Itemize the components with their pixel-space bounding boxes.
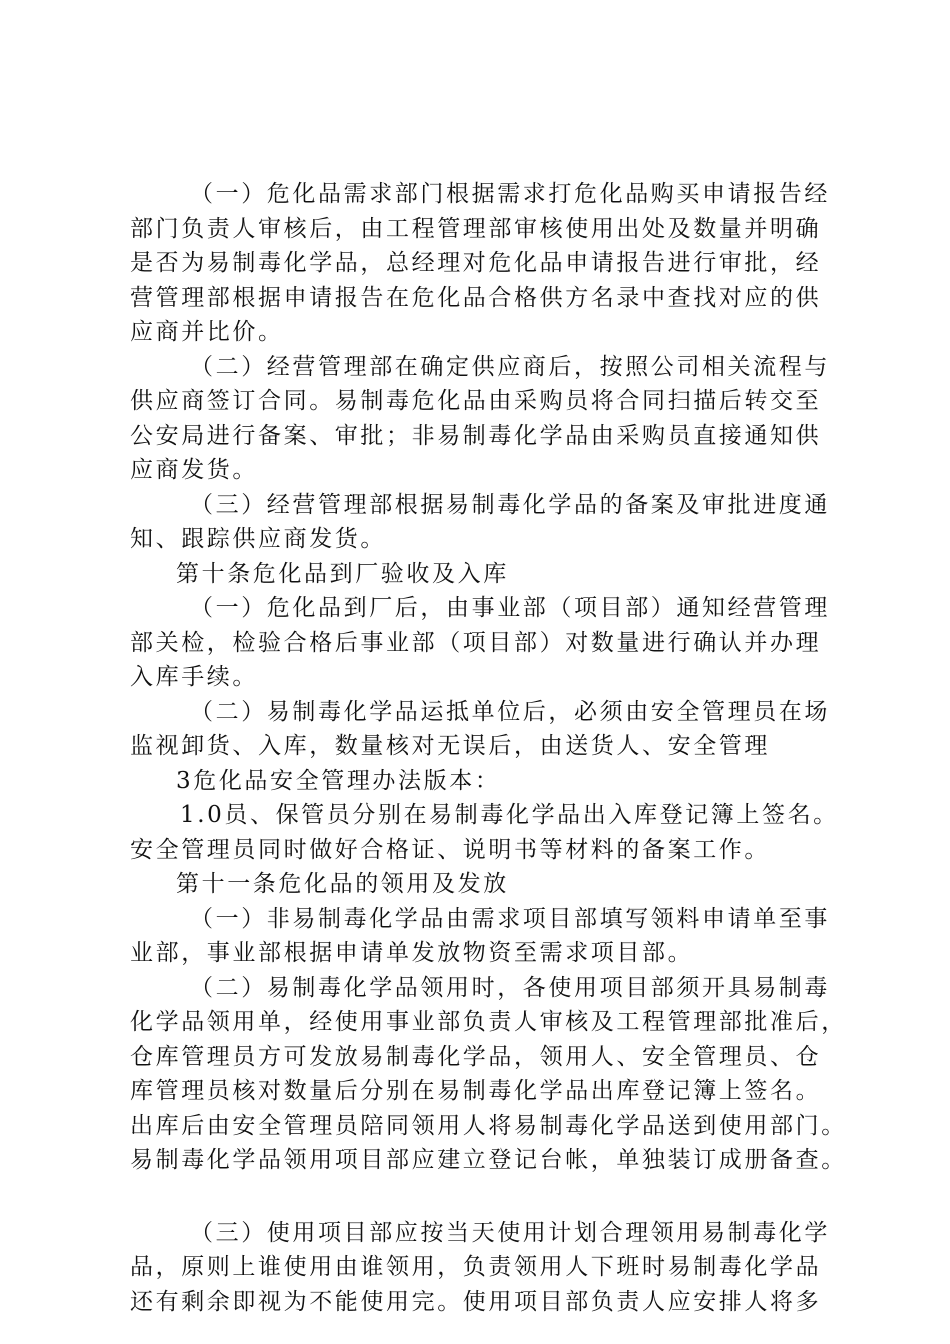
paragraph-line: 应商并比价。: [130, 319, 284, 345]
paragraph-line: 营管理部根据申请报告在危化品合格供方名录中查找对应的供: [130, 284, 822, 311]
paragraph-line: 公安局进行备案、审批；非易制毒化学品由采购员直接通知供: [130, 422, 822, 449]
paragraph-line: 部关检，检验合格后事业部（项目部）对数量进行确认并办理: [130, 629, 822, 656]
paragraph-line: 易制毒化学品领用项目部应建立登记台帐，单独装订成册备查。: [130, 1147, 847, 1173]
paragraph-line: （三）经营管理部根据易制毒化学品的备案及审批进度通: [190, 491, 830, 518]
paragraph-gap: [130, 1178, 850, 1216]
paragraph-line: 品，原则上谁使用由谁领用，负责领用人下班时易制毒化学品: [130, 1254, 822, 1280]
paragraph-line: 监视卸货、入库，数量核对无误后，由送货人、安全管理: [130, 733, 770, 759]
paragraph-line: （二）经营管理部在确定供应商后，按照公司相关流程与: [190, 353, 830, 380]
section-heading: 第十条危化品到厂验收及入库: [176, 560, 509, 587]
paragraph-line: 安全管理员同时做好合格证、说明书等材料的备案工作。: [130, 836, 770, 863]
paragraph-line: 还有剩余即视为不能使用完。使用项目部负责人应安排人将多: [130, 1288, 822, 1315]
paragraph-line: 库管理员核对数量后分别在易制毒化学品出库登记簿上签名。: [130, 1078, 822, 1104]
paragraph-line: 部门负责人审核后，由工程管理部审核使用出处及数量并明确: [130, 215, 822, 242]
document-body: [130, 177, 850, 1319]
paragraph-line: 供应商签订合同。易制毒危化品由采购员将合同扫描后转交至: [130, 388, 822, 414]
paragraph-line: 化学品领用单，经使用事业部负责人审核及工程管理部批准后，: [130, 1009, 847, 1035]
paragraph-line: 出库后由安全管理员陪同领用人将易制毒化学品送到使用部门。: [130, 1112, 847, 1139]
paragraph-line: 知、跟踪供应商发货。: [130, 526, 386, 552]
section-heading: 第十一条危化品的领用及发放: [176, 871, 509, 897]
paragraph-line: 是否为易制毒化学品，总经理对危化品申请报告进行审批，经: [130, 250, 822, 276]
paragraph-line: （一）危化品需求部门根据需求打危化品购买申请报告经: [190, 181, 830, 207]
paragraph-line: （一）非易制毒化学品由需求项目部填写领料申请单至事: [190, 905, 830, 932]
paragraph-line: （一）危化品到厂后，由事业部（项目部）通知经营管理: [190, 595, 830, 621]
paragraph-line: 应商发货。: [130, 457, 258, 483]
paragraph-line: （二）易制毒化学品运抵单位后，必须由安全管理员在场: [190, 698, 830, 725]
paragraph-line: （二）易制毒化学品领用时，各使用项目部须开具易制毒: [190, 974, 830, 1001]
paragraph-line: 入库手续。: [130, 664, 258, 690]
paragraph-line: 业部，事业部根据申请单发放物资至需求项目部。: [130, 940, 694, 966]
paragraph-line: 1.0员、保管员分别在易制毒化学品出入库登记簿上签名。: [180, 802, 839, 828]
paragraph-line: （三）使用项目部应按当天使用计划合理领用易制毒化学: [190, 1219, 830, 1246]
page-footer-text: 3危化品安全管理办法版本：: [176, 767, 501, 794]
paragraph-line: 仓库管理员方可发放易制毒化学品，领用人、安全管理员、仓: [130, 1043, 822, 1070]
